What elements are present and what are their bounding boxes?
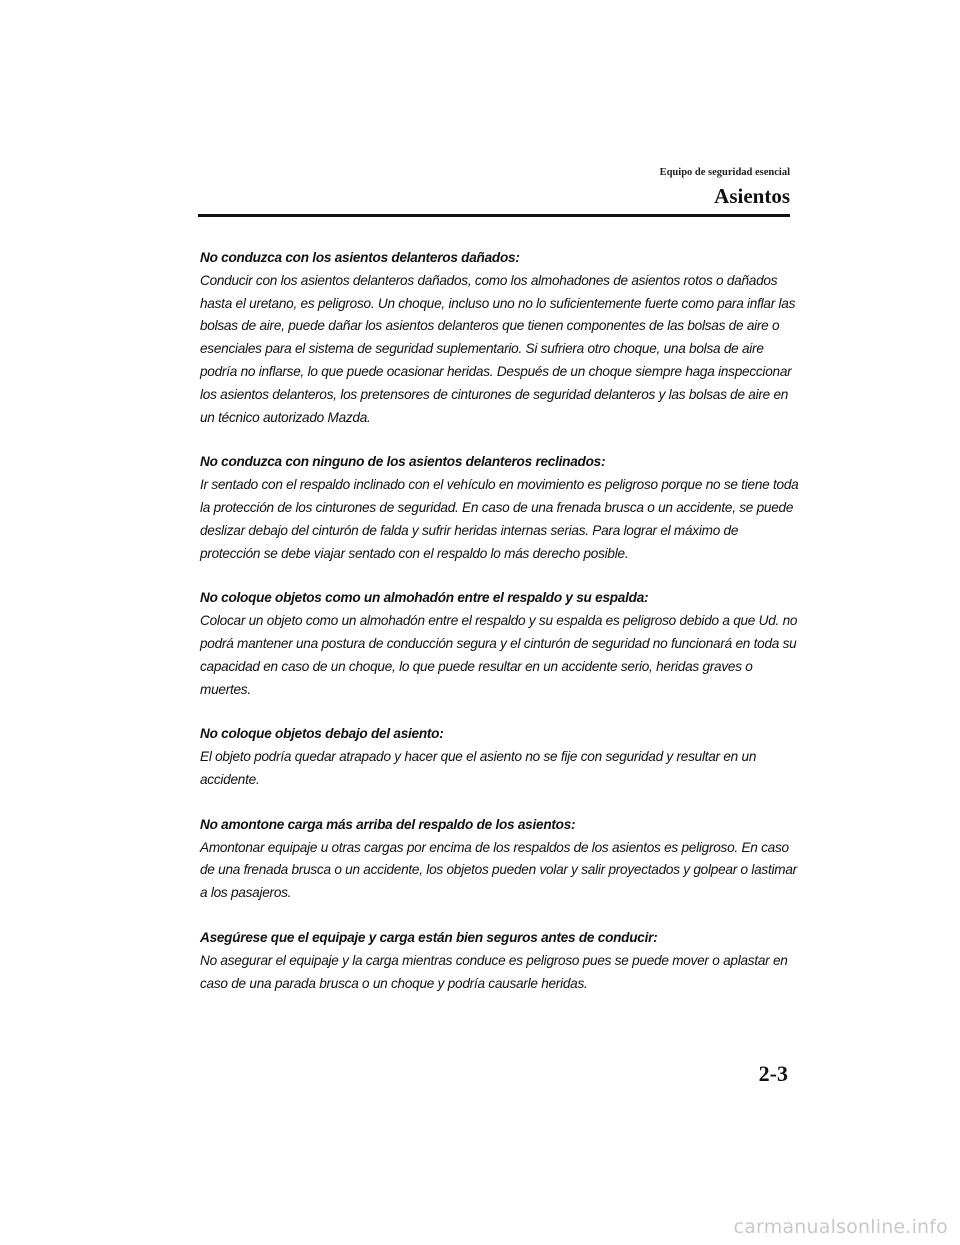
warning-body: Colocar un objeto como un almohadón entre el respaldo y su espalda es peligroso debido a que Ud. no podrá mantener una postura de conducción segura y el cinturón de seguridad no funcionará en toda su capacidad en caso de un choque, lo que puede resultar en un accidente serio, heridas graves o muertes. — [200, 613, 798, 697]
warning-heading: No coloque objetos como un almohadón entre el respaldo y su espalda: — [200, 590, 649, 606]
warning-item — [200, 451, 800, 565]
warning-body: No asegurar el equipaje y la carga mientras conduce es peligroso pues se puede mover o aplastar en caso de una parada brusca o un choque y podría causarle heridas. — [200, 952, 788, 991]
warning-body: Amontonar equipaje u otras cargas por encima de los respaldos de los asientos es peligroso. En caso de una frenada brusca o un accidente, los objetos pueden volar y salir proyectados y golpear o lastimar a los pasajeros. — [200, 839, 797, 901]
warning-list — [200, 247, 800, 1017]
warning-item — [200, 814, 800, 905]
watermark-text: carmanualsonline.info — [733, 1216, 948, 1238]
header-divider — [198, 214, 790, 217]
warning-heading: No conduzca con los asientos delanteros dañados: — [200, 250, 520, 265]
warning-body: Ir sentado con el respaldo inclinado con el vehículo en movimiento es peligroso porque no se tiene toda la protección de los cinturones de seguridad. En caso de una frenada brusca o un accidente, se puede deslizar debajo del cinturón de falda y sufrir heridas internas serias. Para lograr el máximo de protección se debe viajar sentado con el respaldo lo más derecho posible. — [200, 477, 799, 561]
page-header — [198, 166, 790, 209]
warning-item — [200, 587, 800, 701]
warning-heading: No coloque objetos debajo del asiento: — [200, 726, 444, 742]
warning-item — [200, 247, 800, 429]
warning-body: El objeto podría quedar atrapado y hacer que el asiento no se fije con seguridad y resultar en un accidente. — [200, 749, 757, 787]
warning-item — [200, 927, 800, 995]
warning-body: Conducir con los asientos delanteros dañados, como los almohadones de asientos rotos o dañados hasta el uretano, es peligroso. Un choque, incluso uno no lo suficientemente fuerte como para inflar las bolsas de aire, puede dañar los asientos delanteros que tienen componentes de las bolsas de aire o esenciales para el sistema de seguridad suplementario. Si sufriera otro choque, una bolsa de aire podría no inflarse, lo que puede ocasionar heridas. Después de un choque siempre haga inspeccionar los asientos delanteros, los pretensores de cinturones de seguridad delanteros y las bolsas de aire en un técnico autorizado Mazda. — [200, 272, 796, 425]
warning-heading: Asegúrese que el equipaje y carga están bien seguros antes de conducir: — [200, 929, 658, 945]
section-label: Equipo de seguridad esencial — [659, 167, 790, 178]
chapter-title: Asientos — [714, 184, 790, 208]
page-number: 2-3 — [758, 1061, 788, 1086]
warning-heading: No amontone carga más arriba del respaldo de los asientos: — [200, 816, 576, 832]
warning-item — [200, 723, 800, 791]
warning-heading: No conduzca con ninguno de los asientos delanteros reclinados: — [200, 454, 606, 470]
